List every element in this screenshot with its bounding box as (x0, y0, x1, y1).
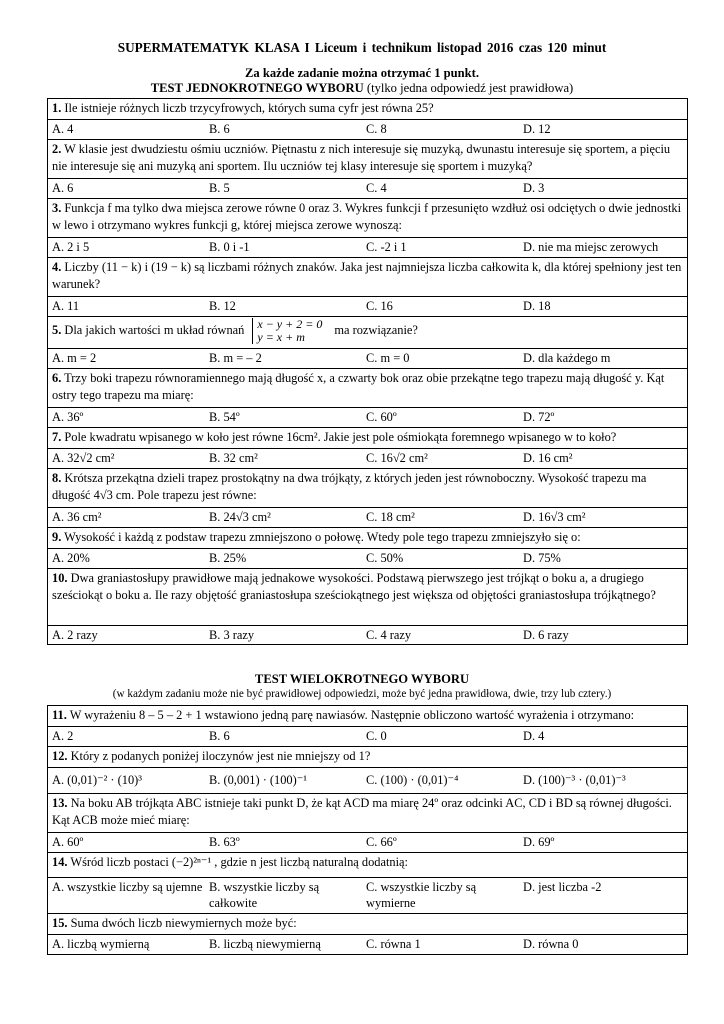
question-number: 9. (52, 530, 62, 544)
answers-cell (48, 727, 688, 747)
question-number: 3. (52, 201, 62, 215)
answer-option-b[interactable]: B. 6 (209, 122, 230, 136)
answers-cell (48, 833, 688, 853)
question-text: Wysokość i każdą z podstaw trapezu zmniejszono o połowę. Wtedy pole tego trapezu zmniejszyło się o: (64, 530, 581, 544)
answer-option-a[interactable]: A. 2 razy (52, 627, 98, 642)
answers-cell (48, 878, 688, 914)
question-row (48, 258, 688, 297)
question-number: 14. (52, 855, 68, 869)
answers-row (48, 408, 688, 428)
page-title: SUPERMATEMATYK KLASA I Liceum i technikum listopad 2016 czas 120 minut (117, 40, 607, 55)
section1-table (47, 98, 688, 645)
answers-cell (48, 549, 688, 569)
question-cell (48, 258, 688, 297)
question-number: 12. (52, 749, 68, 763)
question-row (48, 428, 688, 449)
question-cell (48, 914, 688, 935)
answer-option-c[interactable]: C. 66º (366, 835, 397, 849)
question-cell (48, 99, 688, 120)
question-text: Na boku AB trójkąta ABC istnieje taki punkt D, że kąt ACD ma miarę 24º oraz odcinki AC, CD i BD są równej długości. Kąt ACB może mieć miarę: (52, 796, 672, 827)
answer-option-a[interactable]: A. 2 i 5 (52, 240, 90, 254)
answers-row (48, 626, 688, 645)
question-row (48, 140, 688, 179)
answer-option-d[interactable]: D. jest liczba -2 (523, 880, 602, 894)
answer-option-d[interactable]: D. 16√3 cm² (523, 510, 586, 524)
answer-option-c[interactable]: C. -2 i 1 (366, 240, 407, 254)
question-number: 11. (52, 708, 67, 722)
question-row (48, 914, 688, 935)
answer-option-a[interactable]: A. 36º (52, 410, 84, 424)
question-cell (48, 794, 688, 833)
answer-option-d[interactable]: D. 69º (523, 835, 555, 849)
answer-option-a[interactable]: A. 11 (52, 299, 80, 313)
answers-cell (48, 626, 688, 645)
question-row (48, 199, 688, 238)
question-row (48, 853, 688, 878)
question-cell (48, 747, 688, 768)
answer-option-b[interactable]: B. 63º (209, 835, 240, 849)
answers-row (48, 508, 688, 528)
question-text: Dwa graniastosłupy prawidłowe mają jednakowe wysokości. Podstawą pierwszego jest trójkąt o boku a, a drugiego sześciokąt o boku a. Ile razy objętość graniastosłupa sześciokątnego jest większa od objętości graniastosłupa trójkątnego? (52, 571, 656, 602)
answer-option-b[interactable]: B. (0,001) · (100)⁻¹ (209, 773, 308, 787)
answer-option-b[interactable]: B. 5 (209, 181, 230, 195)
equation-line: y = x + m (257, 330, 305, 344)
section2-title: TEST WIELOKROTNEGO WYBORU (254, 672, 470, 686)
answer-option-c[interactable]: C. 16√2 cm² (366, 451, 428, 465)
question-row (48, 369, 688, 408)
question-number: 7. (52, 430, 62, 444)
section1-heading (0, 81, 724, 96)
question-text-end: ma rozwiązanie? (334, 322, 418, 337)
question-cell (48, 140, 688, 179)
answer-option-c[interactable]: C. 0 (366, 729, 387, 743)
answers-cell (48, 768, 688, 794)
answer-option-a[interactable]: A. 6 (52, 181, 74, 195)
answers-cell (48, 238, 688, 258)
answers-cell (48, 408, 688, 428)
answer-option-d[interactable]: D. 18 (523, 299, 551, 313)
answers-row (48, 238, 688, 258)
answer-option-d[interactable]: D. równa 0 (523, 937, 579, 951)
section1-title: TEST JEDNOKROTNEGO WYBORU (150, 81, 364, 95)
answers-row (48, 878, 688, 914)
question-row (48, 469, 688, 508)
question-text: Liczby (11 − k) i (19 − k) są liczbami różnych znaków. Jaka jest najmniejsza liczba całkowita k, dla której spełniony jest ten warunek? (52, 260, 682, 291)
answer-option-b[interactable]: B. m = – 2 (209, 351, 262, 365)
points-note: Za każde zadanie można otrzymać 1 punkt. (244, 66, 480, 80)
question-cell (48, 199, 688, 238)
question-text: Funkcja f ma tylko dwa miejsca zerowe równe 0 oraz 3. Wykres funkcji f przesunięto wzdłuż osi odciętych o dwie jednostki w lewo i otrzymano wykres funkcji g, której miejsca zerowe wynoszą: (52, 201, 682, 232)
question-cell (48, 428, 688, 449)
answer-option-d[interactable]: D. 72º (523, 410, 555, 424)
answer-option-c[interactable]: C. m = 0 (366, 351, 410, 365)
question-text: W wyrażeniu 8 – 5 – 2 + 1 wstawiono jedną parę nawiasów. Następnie obliczono wartość wyrażenia i otrzymano: (69, 708, 635, 722)
question-number: 6. (52, 371, 62, 385)
question-number: 4. (52, 260, 62, 274)
answer-option-a[interactable]: A. m = 2 (52, 351, 97, 365)
answer-option-d[interactable]: D. (100)⁻³ · (0,01)⁻³ (523, 773, 626, 787)
question-cell (48, 706, 688, 727)
question-row (48, 528, 688, 549)
answer-option-d[interactable]: D. 6 razy (523, 627, 569, 642)
question-text: Ile istnieje różnych liczb trzycyfrowych, których suma cyfr jest równa 25? (64, 101, 434, 115)
answer-option-c[interactable]: C. 60º (366, 410, 397, 424)
answers-row (48, 549, 688, 569)
question-text: Suma dwóch liczb niewymiernych może być: (70, 916, 297, 930)
question-text: Wśród liczb postaci (−2)²ⁿ⁻¹ , gdzie n jest liczbą naturalną dodatnią: (70, 855, 408, 869)
question-number: 15. (52, 916, 68, 930)
answer-option-c[interactable]: C. 50% (366, 551, 404, 565)
answer-option-c[interactable]: C. 16 (366, 299, 393, 313)
answers-row (48, 768, 688, 794)
question-number: 8. (52, 471, 62, 485)
answer-option-b[interactable]: B. 54º (209, 410, 240, 424)
answer-option-a[interactable]: A. wszystkie liczby są ujemne (52, 880, 203, 894)
question-cell (48, 853, 688, 878)
answer-option-a[interactable]: A. 4 (52, 122, 74, 136)
answer-option-d[interactable]: D. dla każdego m (523, 351, 611, 365)
answer-option-a[interactable]: A. 60º (52, 835, 84, 849)
answer-option-a[interactable]: A. 20% (52, 551, 90, 565)
question-text: Pole kwadratu wpisanego w koło jest równe 16cm². Jakie jest pole ośmiokąta foremnego wpisanego w to koło? (64, 430, 617, 444)
answers-cell (48, 449, 688, 469)
question-cell (48, 369, 688, 408)
answer-option-d[interactable]: D. nie ma miejsc zerowych (523, 240, 659, 254)
answer-option-b[interactable]: B. 12 (209, 299, 236, 313)
answer-option-c[interactable]: C. równa 1 (366, 937, 421, 951)
answer-option-a[interactable]: A. liczbą wymierną (52, 937, 150, 951)
answers-row (48, 727, 688, 747)
answer-option-d[interactable]: D. 75% (523, 551, 561, 565)
answer-option-d[interactable]: D. 3 (523, 181, 545, 195)
question-cell (48, 317, 688, 349)
answer-option-b[interactable]: B. 32 cm² (209, 451, 258, 465)
question-number: 2. (52, 142, 62, 156)
answer-option-b[interactable]: B. liczbą niewymierną (209, 937, 321, 951)
answer-option-c[interactable]: C. 8 (366, 122, 387, 136)
answer-option-c[interactable]: C. 4 razy (366, 627, 412, 642)
answers-cell (48, 179, 688, 199)
answer-option-b[interactable]: B. 25% (209, 551, 247, 565)
answers-cell (48, 935, 688, 955)
question-number: 1. (52, 101, 62, 115)
answer-option-a[interactable]: A. 32√2 cm² (52, 451, 115, 465)
question-cell (48, 469, 688, 508)
answer-option-b[interactable]: B. wszystkie liczby są całkowite (209, 880, 320, 910)
question-text: W klasie jest dwudziestu ośmiu uczniów. Piętnastu z nich interesuje się muzyką, dwunastu interesuje się sportem, a pięciu nie interesuje się ani muzyką ani sportem. Ilu uczniów tej klasy interesuje się sportem i muzyką? (52, 142, 671, 173)
question-row (48, 794, 688, 833)
answer-option-a[interactable]: A. 36 cm² (52, 510, 102, 524)
question-row (48, 706, 688, 727)
question-row (48, 569, 688, 626)
answers-row (48, 935, 688, 955)
answer-option-c[interactable]: C. 4 (366, 181, 387, 195)
equation-line: x − y + 2 = 0 (257, 317, 323, 331)
question-text: Krótsza przekątna dzieli trapez prostokątny na dwa trójkąty, z których jeden jest równoboczny. Wysokość trapezu ma długość 4√3 cm. Pole trapezu jest równe: (52, 471, 647, 502)
answers-row (48, 297, 688, 317)
answers-cell (48, 297, 688, 317)
question-row (48, 99, 688, 120)
answers-cell (48, 508, 688, 528)
answer-option-d[interactable]: D. 12 (523, 122, 551, 136)
equation-system (252, 318, 322, 344)
question-cell (48, 569, 688, 626)
answers-row (48, 349, 688, 369)
answer-option-a[interactable]: A. 2 (52, 729, 74, 743)
section2-note: (w każdym zadaniu może nie być prawidłowej odpowiedzi, może być jedna prawidłowa, dwie, trzy lub cztery.) (112, 688, 612, 700)
question-number: 5. (52, 322, 62, 337)
question-cell (48, 528, 688, 549)
answers-row (48, 179, 688, 199)
question-row (48, 747, 688, 768)
answers-row (48, 120, 688, 140)
answers-row (48, 833, 688, 853)
answer-option-b[interactable]: B. 0 i -1 (209, 240, 250, 254)
answer-option-c[interactable]: C. (100) · (0,01)⁻⁴ (366, 773, 459, 787)
answer-option-a[interactable]: A. (0,01)⁻² · (10)³ (52, 773, 143, 787)
answer-option-d[interactable]: D. 4 (523, 729, 545, 743)
answers-cell (48, 349, 688, 369)
question-text: Który z podanych poniżej iloczynów jest nie mniejszy od 1? (70, 749, 371, 763)
answer-option-c[interactable]: C. wszystkie liczby są wymierne (366, 880, 477, 910)
answers-row (48, 449, 688, 469)
section1-note: (tylko jedna odpowiedź jest prawidłowa) (366, 81, 574, 95)
answer-option-c[interactable]: C. 18 cm² (366, 510, 415, 524)
question-number: 13. (52, 796, 68, 810)
question-number: 10. (52, 571, 68, 585)
section2-table (47, 705, 688, 955)
answer-option-b[interactable]: B. 6 (209, 729, 230, 743)
answer-option-b[interactable]: B. 3 razy (209, 627, 255, 642)
question-text: Trzy boki trapezu równoramiennego mają długość x, a czwarty bok oraz obie przekątne tego trapezu mają długość y. Kąt ostry tego trapezu ma miarę: (52, 371, 665, 402)
question-row (48, 317, 688, 349)
question-text: Dla jakich wartości m układ równań (64, 322, 245, 337)
answer-option-d[interactable]: D. 16 cm² (523, 451, 573, 465)
answer-option-b[interactable]: B. 24√3 cm² (209, 510, 271, 524)
answers-cell (48, 120, 688, 140)
